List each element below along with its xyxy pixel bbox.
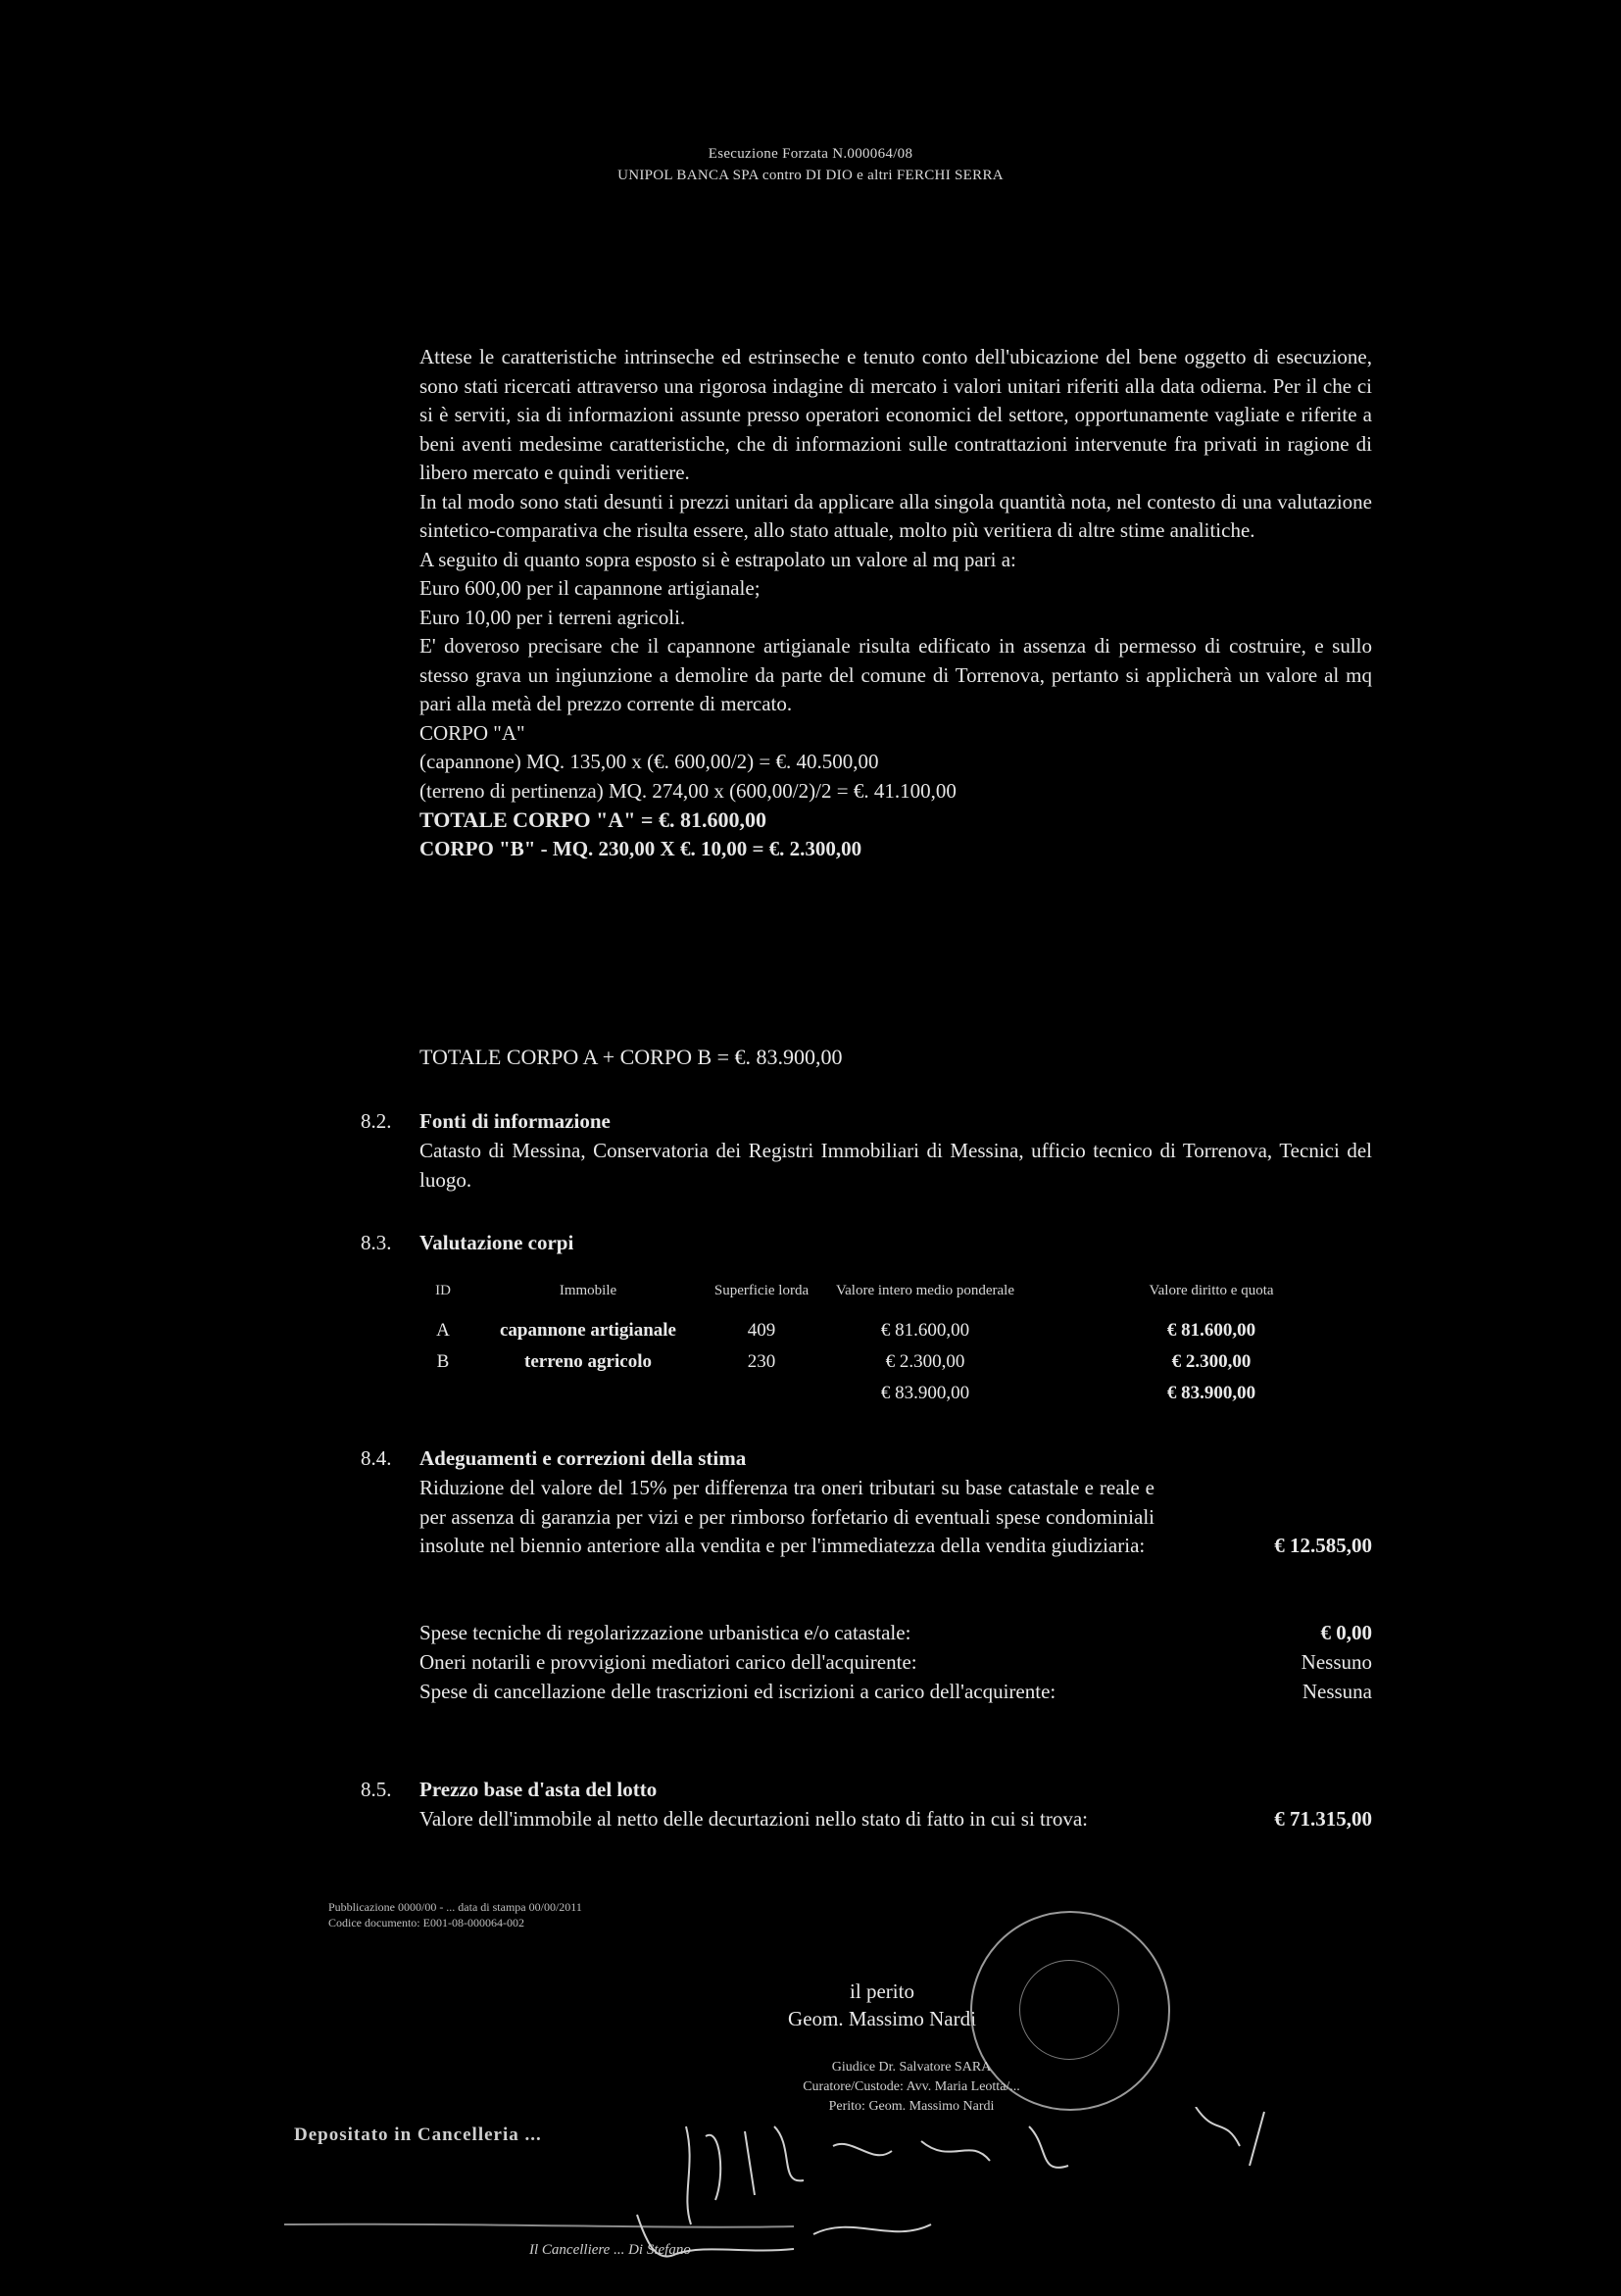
valuation-table — [412, 1266, 1394, 1409]
total-a-plus-b: TOTALE CORPO A + CORPO B = €. 83.900,00 — [419, 1045, 843, 1069]
section-number: 8.5. — [361, 1778, 392, 1801]
section-title: Prezzo base d'asta del lotto — [419, 1778, 658, 1801]
valuation-body — [419, 343, 1372, 863]
cell-id: B — [436, 1351, 450, 1372]
corpo-b-line: CORPO "B" - MQ. 230,00 X €. 10,00 = €. 2.300,00 — [419, 836, 862, 860]
body-line-3: Euro 600,00 per il capannone artigianale; — [419, 576, 761, 600]
cell-total-diritto: € 83.900,00 — [1166, 1383, 1256, 1403]
adjustment-label: Spese tecniche di regolarizzazione urbanistica e/o catastale: — [419, 1621, 911, 1644]
adjustment-item — [419, 1619, 1372, 1648]
body-line-4: Euro 10,00 per i terreni agricoli. — [419, 605, 686, 629]
section-number: 8.2. — [361, 1109, 392, 1133]
section-title: Valutazione corpi — [419, 1231, 574, 1254]
adjustment-item — [419, 1648, 1372, 1678]
section-title: Fonti di informazione — [419, 1109, 611, 1133]
col-immobile: Immobile — [559, 1283, 617, 1298]
cell-superficie: 230 — [747, 1351, 776, 1372]
corpo-a-total: TOTALE CORPO "A" = €. 81.600,00 — [419, 807, 766, 832]
header-parties: UNIPOL BANCA SPA contro DI DIO e altri FERCHI SERRA — [617, 168, 1004, 183]
adjustment-amount: € 0,00 — [1320, 1621, 1372, 1644]
base-price-amount: € 71.315,00 — [1274, 1807, 1372, 1831]
adjustment-amount: Nessuna — [1302, 1680, 1372, 1703]
cell-total-valore: € 83.900,00 — [880, 1383, 970, 1403]
cell-diritto: € 2.300,00 — [1171, 1351, 1252, 1372]
footnote-line-1: Pubblicazione 0000/00 - ... data di stampa 00/00/2011 — [328, 1900, 582, 1914]
footnote — [328, 1899, 582, 1930]
section-number: 8.3. — [361, 1231, 392, 1254]
col-id: ID — [435, 1283, 451, 1298]
cell-diritto: € 81.600,00 — [1166, 1320, 1256, 1341]
corpo-a-line-1: (capannone) MQ. 135,00 x (€. 600,00/2) = €. 40.500,00 — [419, 750, 879, 773]
cell-superficie: 409 — [747, 1320, 776, 1341]
section-title: Adeguamenti e correzioni della stima — [419, 1446, 747, 1470]
official-stamp-inner — [1019, 1960, 1119, 2060]
signature-name: Geom. Massimo Nardi — [788, 2007, 976, 2030]
deposit-stamp: Depositato in Cancelleria ... — [294, 2125, 542, 2145]
adjustment-item — [419, 1474, 1372, 1561]
cell-id: A — [436, 1320, 450, 1341]
section-8-2-text: Catasto di Messina, Conservatoria dei Registri Immobiliari di Messina, ufficio tecnico di Torrenova, Tecnici del luogo. — [419, 1139, 1372, 1192]
base-price-row — [419, 1805, 1372, 1834]
adjustment-amount: Nessuno — [1301, 1650, 1372, 1674]
handwritten-signatures — [284, 2107, 1284, 2293]
adjustment-label: Oneri notarili e provvigioni mediatori carico dell'acquirente: — [419, 1650, 917, 1674]
col-valore-intero: Valore intero medio ponderale — [835, 1283, 1014, 1298]
section-number: 8.4. — [361, 1446, 392, 1470]
cell-valore: € 2.300,00 — [885, 1351, 965, 1372]
adjustment-label: Spese di cancellazione delle trascrizioni ed iscrizioni a carico dell'acquirente: — [419, 1680, 1056, 1703]
table-row — [412, 1346, 1394, 1378]
body-line-2: A seguito di quanto sopra esposto si è estrapolato un valore al mq pari a: — [419, 547, 1016, 571]
adjustment-amount: € 12.585,00 — [1274, 1534, 1372, 1557]
cell-immobile: terreno agricolo — [524, 1351, 652, 1372]
corpo-a-line-2: (terreno di pertinenza) MQ. 274,00 x (600,00/2)/2 = €. 41.100,00 — [419, 778, 957, 803]
document-header — [0, 143, 1621, 186]
table-row — [412, 1315, 1394, 1346]
body-line-5: E' doveroso precisare che il capannone artigianale risulta edificato in assenza di permesso di costruire, e sullo stesso grava un ingiunzione a demolire da parte del comune di Torrenova, pertanto si applicherà un valore al mq pari alla metà del prezzo corrente di mercato. — [419, 634, 1372, 715]
adjustment-item — [419, 1678, 1372, 1707]
table-total-row — [412, 1378, 1394, 1409]
bottom-note-3: Perito: Geom. Massimo Nardi — [828, 2099, 995, 2114]
adjustment-label: Riduzione del valore del 15% per differenza tra oneri tributari su base catastale e reale e per assenza di garanzia per vizi e per rimborso forfetario di eventuali spese condominiali insolute nel biennio anteriore alla vendita e per l'immediatezza della vendita giudiziaria: — [419, 1476, 1154, 1557]
base-price-label: Valore dell'immobile al netto delle decurtazioni nello stato di fatto in cui si trova: — [419, 1807, 1089, 1831]
footnote-line-2: Codice documento: E001-08-000064-002 — [328, 1916, 524, 1930]
cell-valore: € 81.600,00 — [880, 1320, 970, 1341]
bottom-note-1: Giudice Dr. Salvatore SARA — [831, 2060, 992, 2075]
corpo-a-title: CORPO "A" — [419, 720, 525, 745]
header-case-number: Esecuzione Forzata N.000064/08 — [708, 146, 913, 162]
col-valore-diritto: Valore diritto e quota — [1149, 1283, 1274, 1298]
signature-role: il perito — [850, 1979, 914, 2003]
table-header-row — [412, 1266, 1394, 1315]
bottom-handwriting: Il Cancelliere ... Di Stefano — [529, 2242, 691, 2258]
cell-immobile: capannone artigianale — [500, 1320, 676, 1341]
body-line-1: In tal modo sono stati desunti i prezzi unitari da applicare alla singola quantità nota, nel contesto di una valutazione sintetico-comparativa che risulta essere, allo stato attuale, molto più veritiera di altre stime analitiche. — [419, 489, 1372, 542]
bottom-note-2: Curatore/Custode: Avv. Maria Leotta/... — [803, 2079, 1020, 2094]
body-paragraph: Attese le caratteristiche intrinseche ed estrinseche e tenuto conto dell'ubicazione del bene oggetto di esecuzione, sono stati ricercati attraverso una rigorosa indagine di mercato i valori unitari riferiti alla data odierna. Per il che ci si è serviti, sia di informazioni assunte presso operatori economici del settore, opportunamente vagliate e riferite a beni aventi medesime caratteristiche, che di informazioni sulle contrattazioni intervenute fra privati in ragione di libero mercato e quindi veritiere. — [419, 345, 1372, 484]
col-superficie: Superficie lorda — [713, 1283, 810, 1298]
